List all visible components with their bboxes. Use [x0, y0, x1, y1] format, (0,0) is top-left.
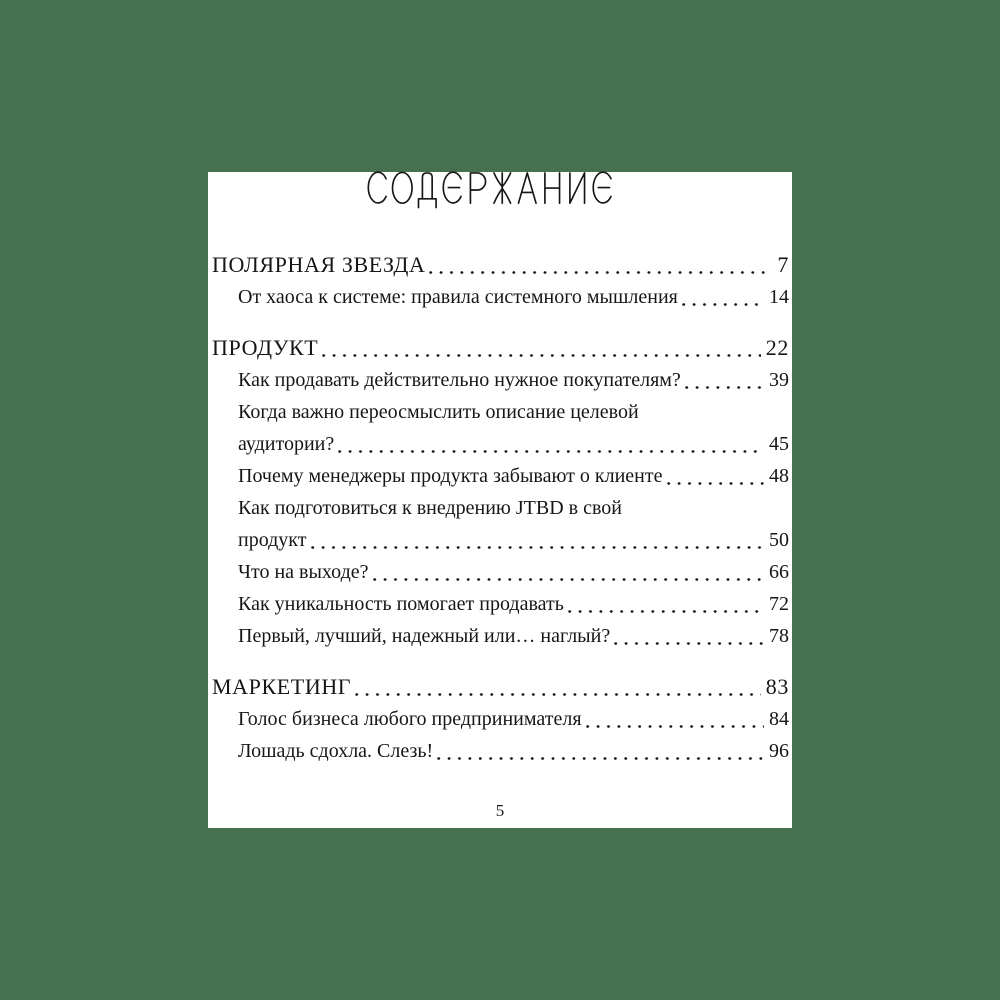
- dot-leader: [682, 303, 764, 306]
- toc-entry-row: [212, 460, 789, 492]
- dot-leader: [373, 578, 764, 581]
- toc-entry-page-number: 72: [769, 593, 789, 615]
- toc-entry-page-number: 83: [765, 674, 789, 699]
- toc-entry-row: [212, 735, 789, 767]
- toc-entry-page-number: 14: [769, 286, 789, 308]
- dot-leader: [614, 642, 764, 645]
- toc-entry-row: [212, 703, 789, 735]
- toc-entry-text: Как продавать действительно нужное покупателям?: [238, 369, 681, 391]
- toc-entry-page-number: 22: [765, 335, 789, 360]
- toc-entry-page-number: 66: [769, 561, 789, 583]
- toc-entry-page-number: 48: [769, 465, 789, 487]
- toc-entry-text: Когда важно переосмыслить описание целевой: [238, 401, 639, 423]
- page-title: [203, 170, 780, 212]
- toc-entry-page-number: 45: [769, 433, 789, 455]
- dot-leader: [322, 354, 760, 357]
- book-toc-page: [208, 172, 792, 828]
- toc-entry-text: Как подготовиться к внедрению JTBD в свой: [238, 497, 622, 519]
- toc-entry-row: [212, 588, 789, 620]
- page-title-lettering: [366, 170, 618, 211]
- toc-entry-text: МАРКЕТИНГ: [212, 674, 352, 699]
- toc-entry-text: ПРОДУКТ: [212, 335, 319, 360]
- page-title-text: [618, 170, 619, 171]
- dot-leader: [667, 482, 765, 485]
- toc-entry-text: Почему менеджеры продукта забывают о клиенте: [238, 465, 663, 487]
- dot-leader: [355, 693, 761, 696]
- toc-entry-page-number: 96: [769, 740, 789, 762]
- toc-entry-text: Как уникальность помогает продавать: [238, 593, 564, 615]
- toc-entry-page-number: 39: [769, 369, 789, 391]
- dot-leader: [685, 386, 764, 389]
- dot-leader: [311, 546, 765, 549]
- dot-leader: [568, 610, 764, 613]
- toc-entry-row: [212, 396, 789, 428]
- toc-section-row: [212, 671, 789, 703]
- toc-entry-row: [212, 281, 789, 313]
- dot-leader: [338, 450, 764, 453]
- toc-entry-page-number: 84: [769, 708, 789, 730]
- toc-entry-row: [212, 428, 789, 460]
- toc-entry-text: продукт: [238, 529, 307, 551]
- toc-entry-row: [212, 524, 789, 556]
- toc-entry-row: [212, 620, 789, 652]
- toc-entry-row: [212, 364, 789, 396]
- toc-entry-text: аудитории?: [238, 433, 335, 455]
- toc-section-row: [212, 332, 789, 364]
- toc-entry-text: Лошадь сдохла. Слезь!: [238, 740, 434, 762]
- toc-entry-text: ПОЛЯРНАЯ ЗВЕЗДА: [212, 252, 426, 277]
- toc-entry-text: Голос бизнеса любого предпринимателя: [238, 708, 582, 730]
- toc-section-row: [212, 249, 789, 281]
- toc-entry-page-number: 7: [777, 252, 789, 277]
- dot-leader: [437, 757, 764, 760]
- toc-entry-text: Первый, лучший, надежный или… наглый?: [238, 625, 611, 647]
- dot-leader: [429, 271, 772, 274]
- folio-page-number: 5: [495, 801, 505, 820]
- toc-entry-page-number: 78: [769, 625, 789, 647]
- toc-entry-text: Что на выходе?: [238, 561, 369, 583]
- toc-entry-row: [212, 492, 789, 524]
- dot-leader: [586, 725, 764, 728]
- toc-entry-row: [212, 556, 789, 588]
- toc-entry-text: От хаоса к системе: правила системного мышления: [238, 286, 678, 308]
- toc-entry-page-number: 50: [769, 529, 789, 551]
- toc-list: [212, 249, 789, 767]
